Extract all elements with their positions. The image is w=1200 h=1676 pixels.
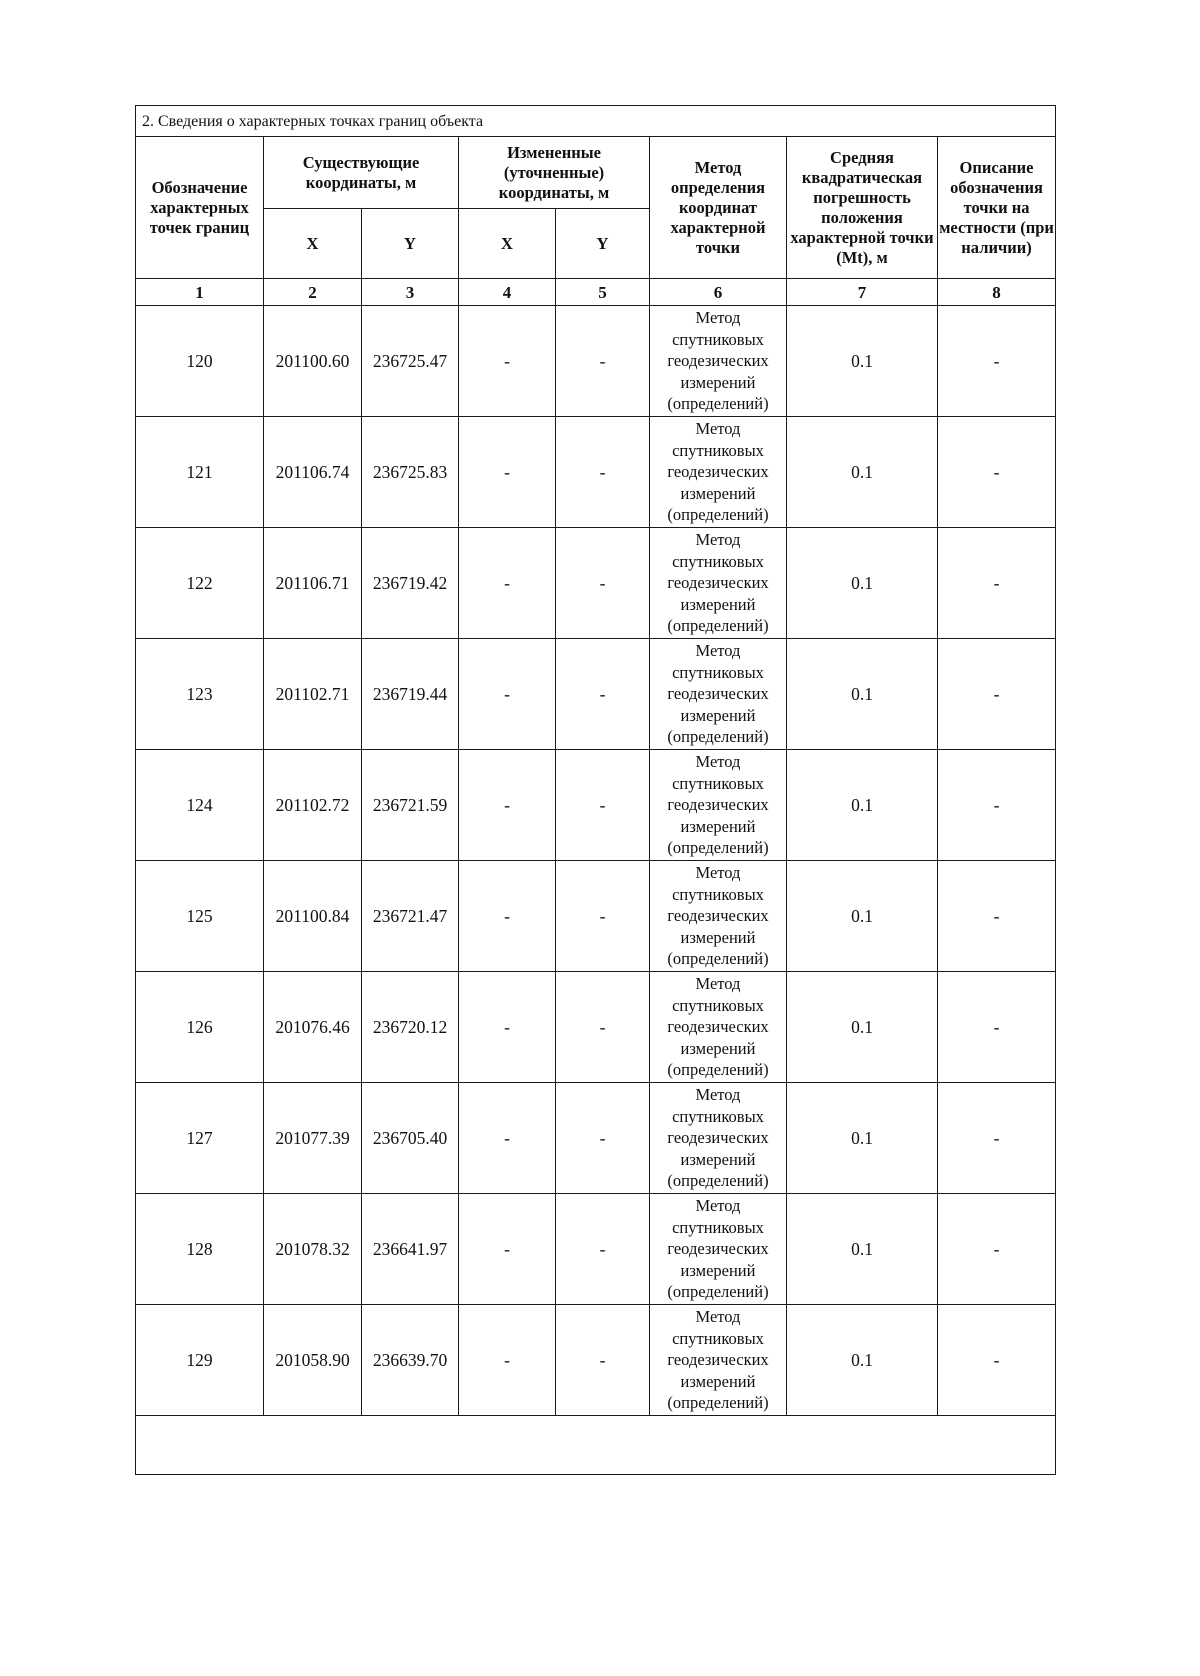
header-existing-x: X xyxy=(264,209,362,279)
column-number: 1 xyxy=(136,279,264,306)
column-number: 5 xyxy=(556,279,650,306)
cell-changed-x: - xyxy=(459,1194,556,1305)
cell-point: 121 xyxy=(136,417,264,528)
cell-existing-x: 201058.90 xyxy=(264,1305,362,1416)
boundary-points-table xyxy=(135,105,1056,1475)
cell-existing-x: 201078.32 xyxy=(264,1194,362,1305)
cell-existing-y: 236721.59 xyxy=(362,750,459,861)
cell-existing-x: 201077.39 xyxy=(264,1083,362,1194)
cell-method: Метод спутниковых геодезических измерений (определений) xyxy=(650,1305,787,1416)
cell-mean-error: 0.1 xyxy=(787,306,938,417)
cell-point: 125 xyxy=(136,861,264,972)
document-sheet xyxy=(135,105,1055,1475)
table-row xyxy=(136,306,1056,417)
cell-description: - xyxy=(938,861,1056,972)
cell-mean-error: 0.1 xyxy=(787,528,938,639)
cell-changed-y: - xyxy=(556,1305,650,1416)
cell-mean-error: 0.1 xyxy=(787,750,938,861)
cell-existing-y: 236639.70 xyxy=(362,1305,459,1416)
cell-description: - xyxy=(938,417,1056,528)
column-number: 4 xyxy=(459,279,556,306)
cell-existing-y: 236720.12 xyxy=(362,972,459,1083)
table-row xyxy=(136,1083,1056,1194)
cell-existing-y: 236721.47 xyxy=(362,861,459,972)
cell-point: 123 xyxy=(136,639,264,750)
table-row xyxy=(136,417,1056,528)
header-changed-x: X xyxy=(459,209,556,279)
header-existing-coords: Существующие координаты, м xyxy=(264,137,459,209)
cell-changed-y: - xyxy=(556,639,650,750)
cell-existing-x: 201100.84 xyxy=(264,861,362,972)
column-number: 3 xyxy=(362,279,459,306)
cell-point: 126 xyxy=(136,972,264,1083)
cell-changed-y: - xyxy=(556,417,650,528)
cell-mean-error: 0.1 xyxy=(787,639,938,750)
header-changed-coords: Измененные (уточненные) координаты, м xyxy=(459,137,650,209)
cell-method: Метод спутниковых геодезических измерений (определений) xyxy=(650,639,787,750)
table-row xyxy=(136,639,1056,750)
header-description: Описание обозначения точки на местности (при наличии) xyxy=(938,137,1056,279)
column-number: 8 xyxy=(938,279,1056,306)
cell-method: Метод спутниковых геодезических измерений (определений) xyxy=(650,306,787,417)
cell-mean-error: 0.1 xyxy=(787,417,938,528)
cell-point: 129 xyxy=(136,1305,264,1416)
cell-method: Метод спутниковых геодезических измерений (определений) xyxy=(650,417,787,528)
cell-changed-x: - xyxy=(459,1305,556,1416)
cell-changed-x: - xyxy=(459,417,556,528)
cell-existing-y: 236725.47 xyxy=(362,306,459,417)
cell-existing-x: 201102.72 xyxy=(264,750,362,861)
section-title: 2. Сведения о характерных точках границ объекта xyxy=(136,106,1056,137)
cell-mean-error: 0.1 xyxy=(787,861,938,972)
cell-existing-x: 201106.71 xyxy=(264,528,362,639)
empty-row xyxy=(136,1416,1056,1475)
cell-changed-y: - xyxy=(556,528,650,639)
header-point-designation: Обозначение характерных точек границ xyxy=(136,137,264,279)
cell-changed-y: - xyxy=(556,1083,650,1194)
cell-method: Метод спутниковых геодезических измерений (определений) xyxy=(650,972,787,1083)
table-row xyxy=(136,1194,1056,1305)
cell-method: Метод спутниковых геодезических измерений (определений) xyxy=(650,750,787,861)
cell-existing-x: 201102.71 xyxy=(264,639,362,750)
cell-mean-error: 0.1 xyxy=(787,972,938,1083)
table-row xyxy=(136,861,1056,972)
header-mean-error: Средняя квадратическая погрешность положения характерной точки (Mt), м xyxy=(787,137,938,279)
empty-cell xyxy=(136,1416,1056,1475)
cell-description: - xyxy=(938,639,1056,750)
cell-point: 127 xyxy=(136,1083,264,1194)
cell-description: - xyxy=(938,1305,1056,1416)
header-method: Метод определения координат характерной точки xyxy=(650,137,787,279)
cell-changed-y: - xyxy=(556,972,650,1083)
column-number-row xyxy=(136,279,1056,306)
table-row xyxy=(136,1305,1056,1416)
cell-mean-error: 0.1 xyxy=(787,1083,938,1194)
cell-existing-y: 236705.40 xyxy=(362,1083,459,1194)
cell-existing-x: 201076.46 xyxy=(264,972,362,1083)
cell-changed-x: - xyxy=(459,1083,556,1194)
cell-description: - xyxy=(938,306,1056,417)
cell-description: - xyxy=(938,750,1056,861)
cell-point: 128 xyxy=(136,1194,264,1305)
table-row xyxy=(136,528,1056,639)
cell-existing-x: 201106.74 xyxy=(264,417,362,528)
column-number: 2 xyxy=(264,279,362,306)
column-number: 7 xyxy=(787,279,938,306)
cell-changed-x: - xyxy=(459,639,556,750)
cell-changed-y: - xyxy=(556,1194,650,1305)
cell-changed-y: - xyxy=(556,306,650,417)
cell-description: - xyxy=(938,972,1056,1083)
cell-description: - xyxy=(938,1194,1056,1305)
cell-description: - xyxy=(938,1083,1056,1194)
cell-changed-x: - xyxy=(459,750,556,861)
cell-description: - xyxy=(938,528,1056,639)
cell-changed-x: - xyxy=(459,861,556,972)
cell-mean-error: 0.1 xyxy=(787,1194,938,1305)
cell-existing-y: 236725.83 xyxy=(362,417,459,528)
cell-method: Метод спутниковых геодезических измерений (определений) xyxy=(650,1194,787,1305)
cell-changed-x: - xyxy=(459,972,556,1083)
cell-changed-x: - xyxy=(459,306,556,417)
cell-existing-y: 236641.97 xyxy=(362,1194,459,1305)
header-changed-y: Y xyxy=(556,209,650,279)
header-existing-y: Y xyxy=(362,209,459,279)
cell-method: Метод спутниковых геодезических измерений (определений) xyxy=(650,1083,787,1194)
cell-changed-y: - xyxy=(556,861,650,972)
table-row xyxy=(136,972,1056,1083)
table-body xyxy=(136,306,1056,1416)
cell-point: 122 xyxy=(136,528,264,639)
cell-method: Метод спутниковых геодезических измерений (определений) xyxy=(650,861,787,972)
cell-point: 120 xyxy=(136,306,264,417)
cell-changed-y: - xyxy=(556,750,650,861)
cell-point: 124 xyxy=(136,750,264,861)
column-number: 6 xyxy=(650,279,787,306)
cell-existing-y: 236719.44 xyxy=(362,639,459,750)
cell-mean-error: 0.1 xyxy=(787,1305,938,1416)
table-row xyxy=(136,750,1056,861)
cell-changed-x: - xyxy=(459,528,556,639)
cell-existing-x: 201100.60 xyxy=(264,306,362,417)
cell-method: Метод спутниковых геодезических измерений (определений) xyxy=(650,528,787,639)
cell-existing-y: 236719.42 xyxy=(362,528,459,639)
